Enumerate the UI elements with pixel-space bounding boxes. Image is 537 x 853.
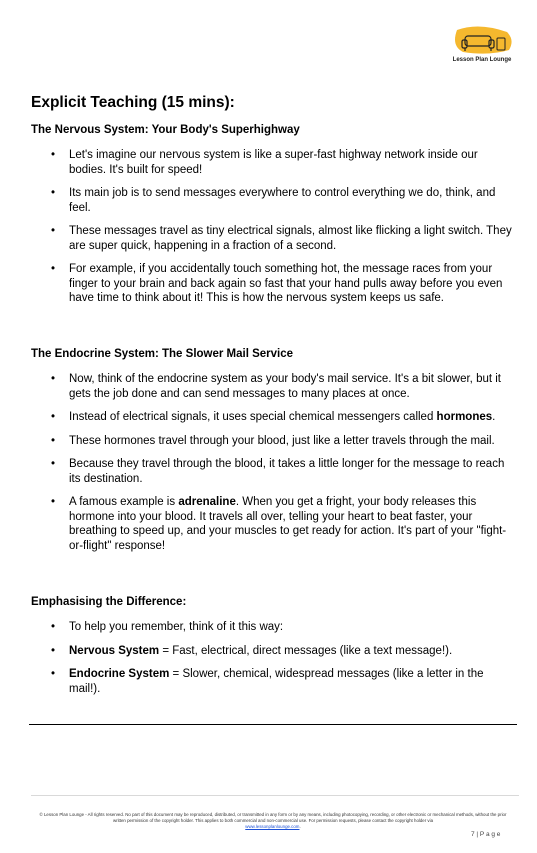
bullet-text: Now, think of the endocrine system as your body's mail service. It's a bit slower, but it gets the job done and can send messages to many places at once. <box>69 373 501 400</box>
page-title: Explicit Teaching (15 mins): <box>31 94 235 111</box>
section-heading-endocrine: The Endocrine System: The Slower Mail Service <box>31 348 294 360</box>
footer-divider <box>31 795 519 796</box>
bullet-icon: • <box>51 263 56 275</box>
bullet-icon: • <box>51 434 56 447</box>
copyright-text: © Lesson Plan Lounge - All rights reserved. No part of this document may be reproduced, distributed, or transmitted in any form or by any means, including photocopying, recording, or other electronic or mechanical methods, without the prior written permission of the copyright holder. This applies to both commercial and non-commercial use. For permission requests, please contact the copyright holder via <box>39 812 507 823</box>
bullet-item <box>0 644 537 659</box>
bullet-item <box>0 495 537 553</box>
bullet-text: = Fast, electrical, direct messages (like a text message!). <box>159 644 453 657</box>
bullet-icon: • <box>51 187 56 199</box>
sofa-logo-icon <box>449 26 515 60</box>
bullet-text: Instead of electrical signals, it uses special chemical messengers called <box>69 411 437 423</box>
bullet-icon: • <box>51 458 56 470</box>
bullet-text: = Slower, chemical, widespread messages (like a letter in the mail!). <box>69 668 484 695</box>
bullet-item <box>0 434 537 449</box>
link-suffix: . <box>299 824 301 829</box>
bullet-item <box>0 262 537 306</box>
logo <box>449 26 515 68</box>
bullet-item <box>0 186 537 215</box>
section-divider <box>29 724 517 725</box>
bullet-list-difference <box>0 620 537 705</box>
bullet-text: These messages travel as tiny electrical signals, almost like flicking a light switch. They are super quick, happening in a fraction of a second. <box>69 225 512 252</box>
bullet-list-nervous <box>0 148 537 315</box>
bullet-icon: • <box>51 496 56 508</box>
website-link[interactable]: www.lessonplanlounge.com <box>245 824 300 829</box>
bullet-text: . <box>492 411 496 423</box>
bullet-icon: • <box>51 225 56 237</box>
bullet-icon: • <box>51 621 56 633</box>
bullet-item <box>0 372 537 401</box>
logo-text: Lesson Plan Lounge <box>452 57 512 63</box>
section-heading-nervous: The Nervous System: Your Body's Superhighway <box>31 124 300 136</box>
bullet-text: A famous example is <box>69 496 179 508</box>
copyright-footer <box>36 812 510 830</box>
bullet-item <box>0 457 537 486</box>
bold-term: hormones <box>436 411 493 423</box>
bullet-text: . When you get a fright, your body releases this hormone into your blood. It travels all over, telling your heart to beat faster, your breathing to speed up, and your muscles to get ready for action. It's part of your "fight-or-flight" response! <box>69 496 507 552</box>
bold-term: adrenaline <box>178 496 236 508</box>
bullet-item <box>0 620 537 635</box>
bullet-icon: • <box>51 644 56 657</box>
bullet-icon: • <box>51 149 56 161</box>
bullet-list-endocrine <box>0 372 537 562</box>
bullet-text: Let's imagine our nervous system is like a super-fast highway network inside our bodies. It's built for speed! <box>69 149 478 176</box>
bullet-item <box>0 148 537 177</box>
bullet-text: Its main job is to send messages everywhere to control everything we do, think, and feel. <box>69 187 496 214</box>
page-number: 7 | P a g e <box>471 831 501 838</box>
bullet-text: For example, if you accidentally touch something hot, the message races from your finger to your brain and back again so fast that your hand pulls away before you even have time to think about it! This is how the nervous system keeps us safe. <box>69 263 503 304</box>
bullet-item <box>0 667 537 696</box>
bullet-text: These hormones travel through your blood, just like a letter travels through the mail. <box>69 434 495 447</box>
bullet-icon: • <box>51 411 56 423</box>
bold-term: Endocrine System <box>69 668 170 680</box>
bullet-text: To help you remember, think of it this way: <box>69 621 284 633</box>
bullet-item <box>0 410 537 425</box>
section-heading-difference: Emphasising the Difference: <box>31 596 187 608</box>
bullet-text: Because they travel through the blood, it takes a little longer for the message to reach its destination. <box>69 458 505 485</box>
bullet-icon: • <box>51 373 56 385</box>
bullet-item <box>0 224 537 253</box>
bullet-icon: • <box>51 668 56 680</box>
bold-term: Nervous System <box>69 644 160 657</box>
